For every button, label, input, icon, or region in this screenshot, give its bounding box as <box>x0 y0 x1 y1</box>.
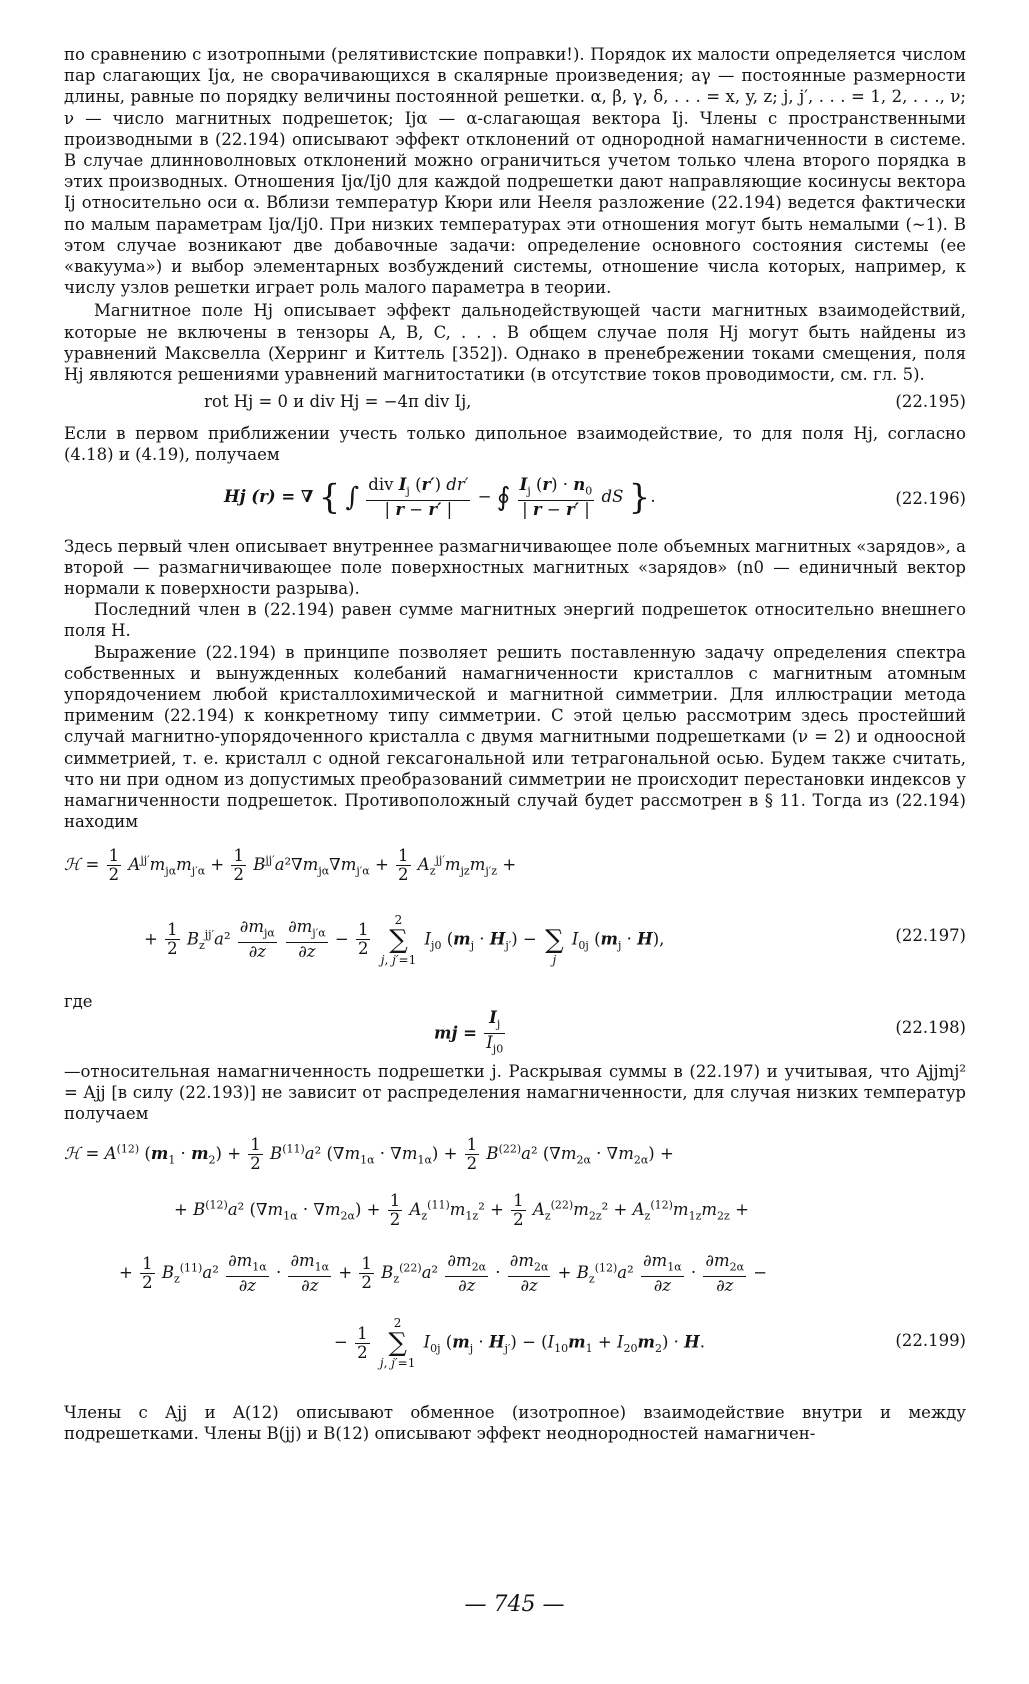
equation-22-195-body: rot Hj = 0 и div Hj = −4π div Ij, <box>204 392 472 412</box>
paragraph-4: Здесь первый член описывает внутреннее размагничивающее поле объемных магнитных «зарядов», а второй — размагничивающее поле поверхностных магнитных «зарядов» (n0 — единичный вектор нормали к поверхности разрыва). <box>64 536 966 599</box>
equation-22-196: Hj (r) = ∇ { ∫ $\frac{div I_j (r') dr'}{| r - r' |}$ − ∮ $\frac{I_j (r) \cdot n_0}{| r - r' |}$ dS }. (22.196) <box>224 474 966 519</box>
paragraph-9: Члены с Ajj и A(12) описывают обменное (изотропное) взаимодействие внутри и между подрешетками. Члены B(jj) и B(12) описывают эффект неоднородностей намагничен- <box>64 1403 966 1444</box>
where-label: где <box>64 991 93 1011</box>
equation-22-196-lhs: Hj (r) = ∇ <box>224 486 314 506</box>
paragraph-3: Если в первом приближении учесть только дипольное взаимодействие, то для поля Hj, согласно (4.18) и (4.19), получаем <box>64 424 966 465</box>
equation-tag-22-197: (22.197) <box>895 925 966 945</box>
equation-tag-22-196: (22.196) <box>895 488 966 508</box>
paragraph-5: Последний член в (22.194) равен сумме магнитных энергий подрешеток относительно внешнего поля H. <box>64 600 966 641</box>
equation-22-199: ℋ = $A^{(12)}$ $(m_1 \cdot m_2)$ + $\frac{1}{2}$ $B^{(11)}a^2$ $(\nabla m_{1\alpha} \cdot \nabla m_{1\alpha})$ + $\frac{1}{2}$ $B^{(22)}a^2$ $(\nabla m_{2\alpha} \cdot \nabla m_{2\alpha})$ + + $B^{(12)}a^2$ $(\nabla m_{1\alpha} \cdot \nabla m_{2\alpha})$ + $\frac{1}{2}$ $A_z^{(11)}m_{1z}^2$ + $\frac{1}{2}$ $A_z^{(22)}m_{2z}^2 + A_z^{(12)}m_{1z}m_{2z}$ + + $\frac{1}{2}$ $B_z^{(11)}a^2$ $\frac{\partial m_{1\alpha}}{\partial z}$ · $\frac{\partial m_{1\alpha}}{\partial z}$ + $\frac{1}{2}$ $B_z^{(22)}a^2$ $\frac{\partial m_{2\alpha}}{\partial z}$ · $\frac{\partial m_{2\alpha}}{\partial z}$ + $B_z^{(12)}a^2$ $\frac{\partial m_{1\alpha}}{\partial z}$ · $\frac{\partial m_{2\alpha}}{\partial z}$ − − $\frac{1}{2}$ 2 ∑ j, j′=1 $I_{0j}$ $(m_j \cdot H_{j'}) - (I_{10}m_1 + I_{20}m_2) \cdot H$. (22.199) <box>64 1135 966 1371</box>
paragraph-2: Магнитное поле Hj описывает эффект дальнодействующей части магнитных взаимодействий, которые не включены в тензоры A, B, C, . . . В общем случае поля Hj могут быть найдены из уравнений Максвелла (Херринг и Киттель [352]). Однако в пренебрежении токами смещения, поля Hj являются решениями уравнений магнитостатики (в отсутствие токов проводимости, см. гл. 5). <box>64 301 966 385</box>
page-content <box>64 44 966 1445</box>
paragraph-6: Выражение (22.194) в принципе позволяет решить поставленную задачу определения спектра собственных и вынужденных колебаний намагниченности кристаллов с магнитным атомным упорядочением любой кристаллохимической и магнитной симметрии. Для иллюстрации метода применим (22.194) к конкретному типу симметрии. С этой целью рассмотрим здесь простейший случай магнитно-упорядоченного кристалла с двумя магнитными подрешетками (ν = 2) и одноосной симметрией, т. е. кристалл с одной гексагональной или тетрагональной осью. Будем также считать, что ни при одном из допустимых преобразований симметрии не происходит перестановки индексов у намагниченности подрешеток. Противоположный случай будет рассмотрен в § 11. Тогда из (22.194) находим <box>64 642 966 832</box>
equation-tag-22-199: (22.199) <box>895 1331 966 1351</box>
equation-22-195 <box>64 391 966 417</box>
page-number: — 745 — <box>464 1592 565 1617</box>
equation-22-197: ℋ = $\frac{1}{2}$ $A^{jj'}m_{j\alpha}m_{j'\alpha}$ + $\frac{1}{2}$ $B^{jj'}a^2\nabla m_{j\alpha}\nabla m_{j'\alpha}$ + $\frac{1}{2}$ $A_z^{jj'}m_{jz}m_{j'z}$ + + $\frac{1}{2}$ $B_z^{jj'}a^2$ $\frac{\partial m_{j\alpha}}{\partial z}$ $\frac{\partial m_{j'\alpha}}{\partial z}$ − $\frac{1}{2}$ 2 ∑ j, j′=1 $I_{j0}$ $(m_j \cdot H_{j'})$ − ∑ j $I_{0j}$ $(m_j \cdot H)$, (22.197) <box>64 845 966 967</box>
paragraph-8: —относительная намагниченность подрешетки j. Раскрывая суммы в (22.197) и учитывая, что Ajjmj² = Ajj [в силу (22.193)] не зависит от распределения намагниченности, для случая низких температур получаем <box>64 1061 966 1123</box>
equation-22-198: где mj = $\frac{I_j}{I_{j0}}$ (22.198) <box>64 991 966 1056</box>
equation-22-198-lhs: mj = <box>434 1022 477 1042</box>
paragraph-1: по сравнению с изотропными (релятивистские поправки!). Порядок их малости определяется числом пар слагающих Ijα, не сворачивающихся в скалярные произведения; aγ — постоянные размерности длины, равные по порядку величины постоянной решетки. α, β, γ, δ, . . . = x, y, z; j, j′, . . . = 1, 2, . . ., ν; ν — число магнитных подрешеток; Ijα — α-слагающая вектора Ij. Члены с пространственными производными в (22.194) описывают эффект отклонений от однородной намагниченности в системе. В случае длинноволновых отклонений можно ограничиться учетом только члена второго порядка в этих производных. Отношения Ijα/Ij0 для каждой подрешетки дают направляющие косинусы вектора Ij относительно оси α. Вблизи температур Кюри или Нееля разложение (22.194) ведется фактически по малым параметрам Ijα/Ij0. При низких температурах эти отношения могут быть немалыми (~1). В этом случае возникают две добавочные задачи: определение основного состояния системы (ее «вакуума») и выбор элементарных возбуждений системы, отношение числа которых, например, к числу узлов решетки играет роль малого параметра в теории. <box>64 45 966 298</box>
equation-tag-22-198: (22.198) <box>895 1017 966 1037</box>
equation-tag-22-195: (22.195) <box>895 392 966 412</box>
